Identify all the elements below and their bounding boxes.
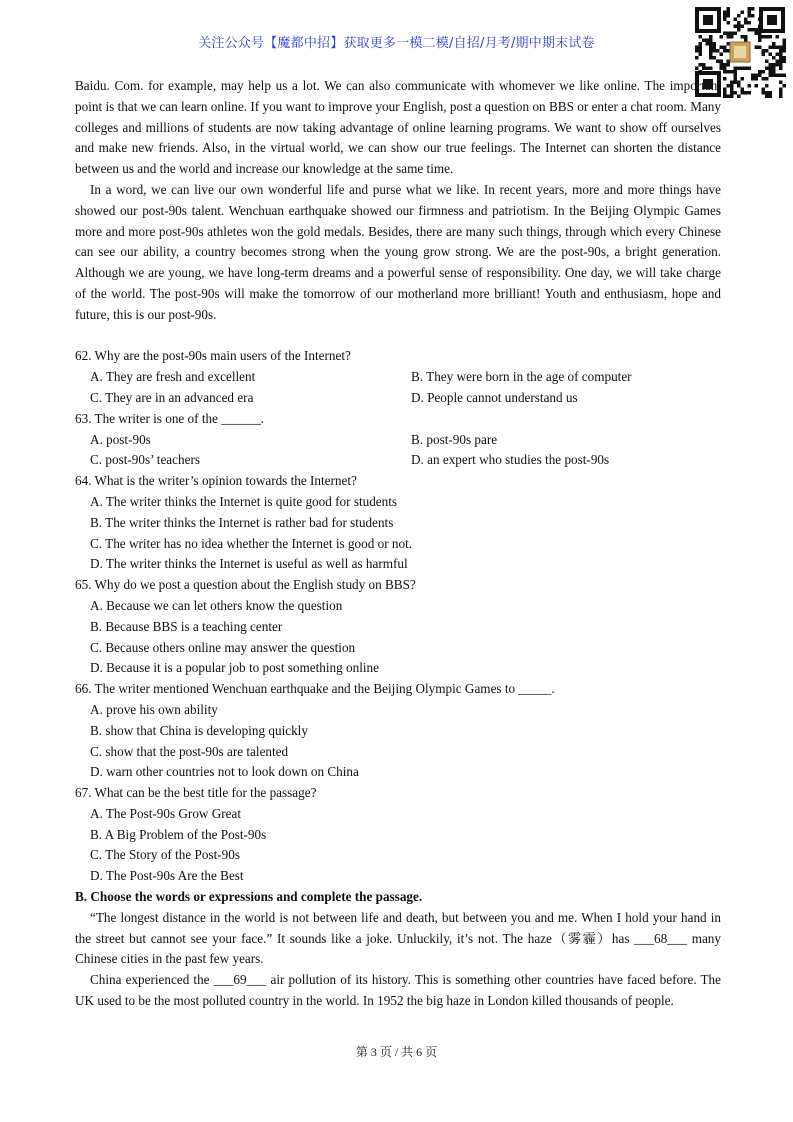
answer-option: C. post-90s’ teachers: [90, 452, 200, 468]
answer-option: D. an expert who studies the post-90s: [411, 452, 610, 468]
passage-paragraph: In a word, we can live our own wonderful life and purse what we like. In recent years, more and more things have showed our post-90s talent. Wenchuan earthquake showed our firmness and patriotism. In the Beijing Olympic Games more and more post-90s athletes won the gold medals. Besides, there are many such things, through which every Chinese can see our ability, a country becomes strong when the young grow strong. We are the post-90s, a bright generation. Although we are young, we have long-term dreams and a powerful sense of responsibility. One day, we will take charge of the world. The post-90s will make the tomorrow of our motherland more brilliant! Youth and enthusiasm, hope and future, this is our post-90s.: [75, 181, 721, 322]
question-list: [75, 346, 721, 887]
answer-option: B. They were born in the age of computer: [411, 369, 632, 385]
answer-option: D. People cannot understand us: [411, 389, 578, 405]
passage-paragraph: “The longest distance in the world is not between life and death, but between you and me. When I hold your hand in the street but cannot see your face.” It sounds like a joke. Unluckily, it’s not. The haze（雾霾）has ___68___ many Chinese cities in the past few years.: [75, 909, 721, 967]
option-list: [75, 367, 721, 409]
answer-option: C. Because others online may answer the question: [90, 639, 356, 655]
header-banner: 关注公众号【魔都中招】获取更多一模二模/自招/月考/期中期末试卷: [198, 36, 595, 51]
page-content: [75, 76, 721, 1012]
question-stem: 62. Why are the post-90s main users of the Internet?: [75, 348, 351, 364]
answer-option: B. A Big Problem of the Post-90s: [90, 826, 267, 842]
question-stem: 67. What can be the best title for the passage?: [75, 785, 317, 801]
question-stem: 66. The writer mentioned Wenchuan earthquake and the Beijing Olympic Games to _____.: [75, 681, 555, 697]
answer-option: A. The Post-90s Grow Great: [90, 805, 242, 821]
passage-paragraph: China experienced the ___69___ air pollution of its history. This is something other countries have faced before. The UK used to be the most polluted country in the world. In 1952 the big haze in London killed thousands of people.: [75, 972, 721, 1009]
answer-option: D. warn other countries not to look down on China: [90, 764, 359, 780]
answer-option: A. The writer thinks the Internet is quite good for students: [90, 493, 398, 509]
option-list: [75, 596, 721, 679]
passage-paragraph: Baidu. Com. for example, may help us a lot. We can also communicate with whomever we like online. The important point is that we can learn online. If you want to improve your English, post a question on BBS or enter a chat room. Many colleges and millions of students are now taking advantage of online learning programs. We want to show off ourselves and make new friends. Also, in the virtual world, we can show our true feelings. The Internet can shorten the distance between us and the world and increase our knowledge at the same time.: [75, 78, 721, 177]
answer-option: A. post-90s: [90, 431, 151, 447]
answer-option: A. They are fresh and excellent: [90, 369, 256, 385]
question-stem: 63. The writer is one of the ______.: [75, 410, 265, 426]
question-stem: 65. Why do we post a question about the English study on BBS?: [75, 577, 416, 593]
answer-option: C. show that the post-90s are talented: [90, 743, 289, 759]
option-list: [75, 700, 721, 783]
answer-option: C. The Story of the Post-90s: [90, 847, 240, 863]
answer-option: C. The writer has no idea whether the Internet is good or not.: [90, 535, 413, 551]
answer-option: A. prove his own ability: [90, 701, 218, 717]
answer-option: D. Because it is a popular job to post something online: [90, 660, 379, 676]
question-stem: 64. What is the writer’s opinion towards the Internet?: [75, 473, 357, 489]
answer-option: B. show that China is developing quickly: [90, 722, 308, 738]
option-list: [75, 804, 721, 887]
answer-option: D. The Post-90s Are the Best: [90, 868, 244, 884]
answer-option: C. They are in an advanced era: [90, 389, 254, 405]
answer-option: B. post-90s pare: [411, 431, 498, 447]
option-list: [75, 430, 721, 472]
answer-option: B. Because BBS is a teaching center: [90, 618, 283, 634]
answer-option: D. The writer thinks the Internet is useful as well as harmful: [90, 556, 408, 572]
answer-option: A. Because we can let others know the question: [90, 597, 343, 613]
section-b-title: B. Choose the words or expressions and complete the passage.: [75, 889, 423, 905]
option-list: [75, 492, 721, 575]
page-number: 第 3 页 / 共 6 页: [355, 1045, 438, 1059]
answer-option: B. The writer thinks the Internet is rather bad for students: [90, 514, 394, 530]
